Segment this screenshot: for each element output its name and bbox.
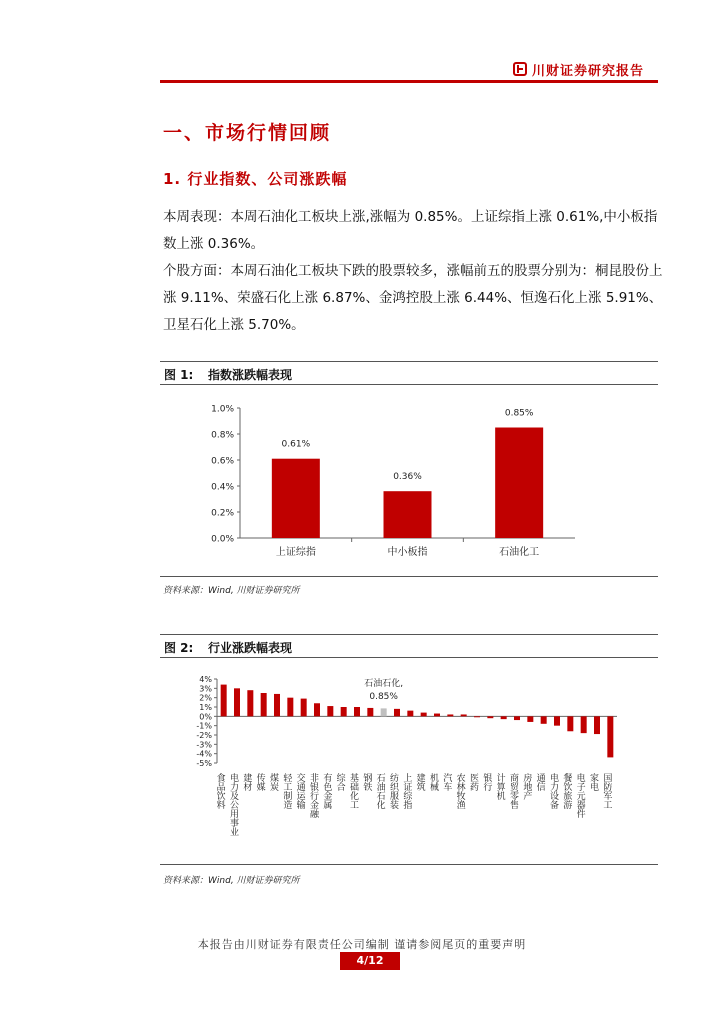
x-tick-label: 农林牧渔 [454, 773, 465, 809]
y-tick-label: 0.2% [211, 508, 234, 519]
bar-轻工制造 [287, 698, 293, 717]
x-tick-label: 计算机 [494, 773, 505, 800]
x-tick-label: 石油化工 [499, 547, 540, 558]
bar-食品饮料 [221, 685, 227, 717]
bar-data-label: 0.61% [281, 439, 311, 450]
x-tick-label: 电力设备 [548, 773, 558, 809]
x-tick-label: 银行 [481, 773, 492, 791]
x-tick-label: 电子元器件 [574, 773, 585, 818]
bar-有色金属 [327, 706, 333, 716]
x-tick-label: 机械 [428, 773, 438, 791]
figure1-label: 图 1: [164, 368, 194, 382]
x-tick-label: 轻工制造 [281, 773, 292, 809]
y-tick-label: 1.0% [211, 404, 234, 415]
brand-logo-icon [513, 62, 527, 76]
y-tick-label: -4% [196, 749, 212, 759]
y-tick-label: 0% [199, 712, 212, 722]
paragraph-stock-performance: 个股方面：本周石油化工板块下跌的股票较多，涨幅前五的股票分别为：桐昆股份上涨 9.11%、荣盛石化上涨 6.87%、金鸿控股上涨 6.44%、恒逸石化上涨 5.91%、卫星石化上涨 5.70%。 [163, 263, 663, 333]
figure1-bottom-rule [160, 576, 658, 577]
bar-计算机 [501, 716, 507, 719]
bar-非银行金融 [314, 703, 320, 716]
x-tick-label: 上证综指 [275, 547, 316, 558]
bar-银行 [487, 716, 493, 718]
bar-传媒 [261, 693, 267, 716]
figure1-source: 资料来源：Wind, 川财证券研究所 [163, 586, 300, 596]
highlight-annotation-name: 石油石化, [364, 679, 404, 689]
x-tick-label: 汽车 [441, 773, 452, 791]
bar-餐饮旅游 [567, 716, 573, 731]
bar-石油石化 [381, 708, 387, 716]
x-tick-label: 中小板指 [387, 547, 428, 558]
bar-商贸零售 [514, 716, 520, 720]
figure2-bottom-rule [160, 864, 658, 865]
y-tick-label: -5% [196, 759, 212, 768]
figure2-caption-bar [160, 634, 658, 658]
y-tick-label: -1% [196, 721, 212, 731]
x-tick-label: 非银行金融 [308, 773, 318, 818]
bar-钢铁 [367, 708, 373, 716]
bar-建筑 [421, 713, 427, 717]
bar-交通运输 [301, 699, 307, 717]
section-title: 一、市场行情回顾 [163, 122, 332, 144]
figure1-title: 指数涨跌幅表现 [208, 368, 293, 382]
bar-建材 [247, 690, 253, 716]
bar-纺织服装 [394, 709, 400, 716]
bar-房地产 [527, 716, 533, 722]
x-tick-label: 国防军工 [601, 773, 612, 809]
x-tick-label: 餐饮旅游 [561, 773, 572, 809]
x-tick-label: 通信 [534, 773, 545, 791]
bar-data-label: 0.85% [504, 408, 534, 419]
bar-农林牧渔 [461, 714, 467, 716]
industry-change-chart [160, 666, 658, 862]
paragraph-weekly-performance: 本周表现：本周石油化工板块上涨,涨幅为 0.85%。上证综指上涨 0.61%,中小板指数上涨 0.36%。 [163, 209, 658, 252]
y-tick-label: 0.6% [211, 456, 234, 467]
x-tick-label: 房地产 [521, 773, 532, 800]
bar-data-label: 0.36% [393, 472, 422, 483]
bar-综合 [341, 707, 347, 716]
footer-disclaimer: 本报告由川财证券有限责任公司编制 谨请参阅尾页的重要声明 [197, 938, 527, 951]
bar-中小板指 [384, 491, 432, 538]
y-tick-label: -2% [196, 731, 212, 740]
x-tick-label: 电力及公用事业 [228, 773, 238, 836]
bar-上证综指 [407, 711, 413, 717]
y-tick-label: 4% [199, 675, 212, 684]
figure2-label: 图 2: [164, 641, 194, 655]
x-tick-label: 食品饮料 [214, 773, 225, 809]
bar-电力设备 [554, 716, 560, 725]
x-tick-label: 有色金属 [321, 773, 332, 809]
x-tick-label: 纺织服装 [388, 773, 398, 809]
x-tick-label: 钢铁 [361, 773, 372, 791]
figure1-caption-bar [160, 361, 658, 385]
x-tick-label: 商贸零售 [508, 773, 518, 809]
x-tick-label: 建材 [241, 773, 252, 791]
figure2-title: 行业涨跌幅表现 [208, 641, 293, 655]
y-tick-label: -3% [196, 740, 212, 750]
bar-基础化工 [354, 707, 360, 716]
bar-电子元器件 [581, 716, 587, 733]
y-tick-label: 3% [199, 684, 212, 694]
header-divider [160, 80, 658, 83]
bar-上证综指 [272, 459, 320, 538]
bar-家电 [594, 716, 600, 734]
bar-石油化工 [495, 428, 543, 539]
page-number: 4/12 [340, 952, 400, 970]
bar-机械 [434, 714, 440, 717]
x-tick-label: 家电 [588, 773, 598, 791]
x-tick-label: 医药 [468, 773, 478, 791]
y-tick-label: 1% [199, 703, 212, 712]
x-tick-label: 综合 [334, 773, 345, 791]
bar-医药 [474, 716, 480, 717]
bar-电力及公用事业 [234, 688, 240, 716]
x-tick-label: 交通运输 [294, 773, 305, 809]
y-tick-label: 0.4% [211, 482, 234, 493]
x-tick-label: 石油石化 [374, 773, 385, 809]
subsection-title: 1. 行业指数、公司涨跌幅 [163, 170, 348, 188]
bar-国防军工 [607, 716, 613, 757]
y-tick-label: 0.8% [211, 430, 234, 441]
bar-汽车 [447, 714, 453, 716]
x-tick-label: 基础化工 [348, 773, 358, 809]
bar-通信 [541, 716, 547, 723]
x-tick-label: 上证综指 [401, 773, 412, 809]
y-tick-label: 0.0% [211, 534, 234, 545]
x-tick-label: 传媒 [254, 773, 265, 791]
highlight-annotation-value: 0.85% [369, 692, 398, 702]
x-tick-label: 建筑 [414, 773, 425, 791]
figure2-source: 资料来源：Wind, 川财证券研究所 [163, 876, 300, 886]
header-brand: 川财证券研究报告 [532, 64, 645, 79]
y-tick-label: 2% [199, 693, 212, 703]
x-tick-label: 煤炭 [268, 773, 278, 791]
index-change-chart [160, 396, 658, 572]
bar-煤炭 [274, 694, 280, 716]
